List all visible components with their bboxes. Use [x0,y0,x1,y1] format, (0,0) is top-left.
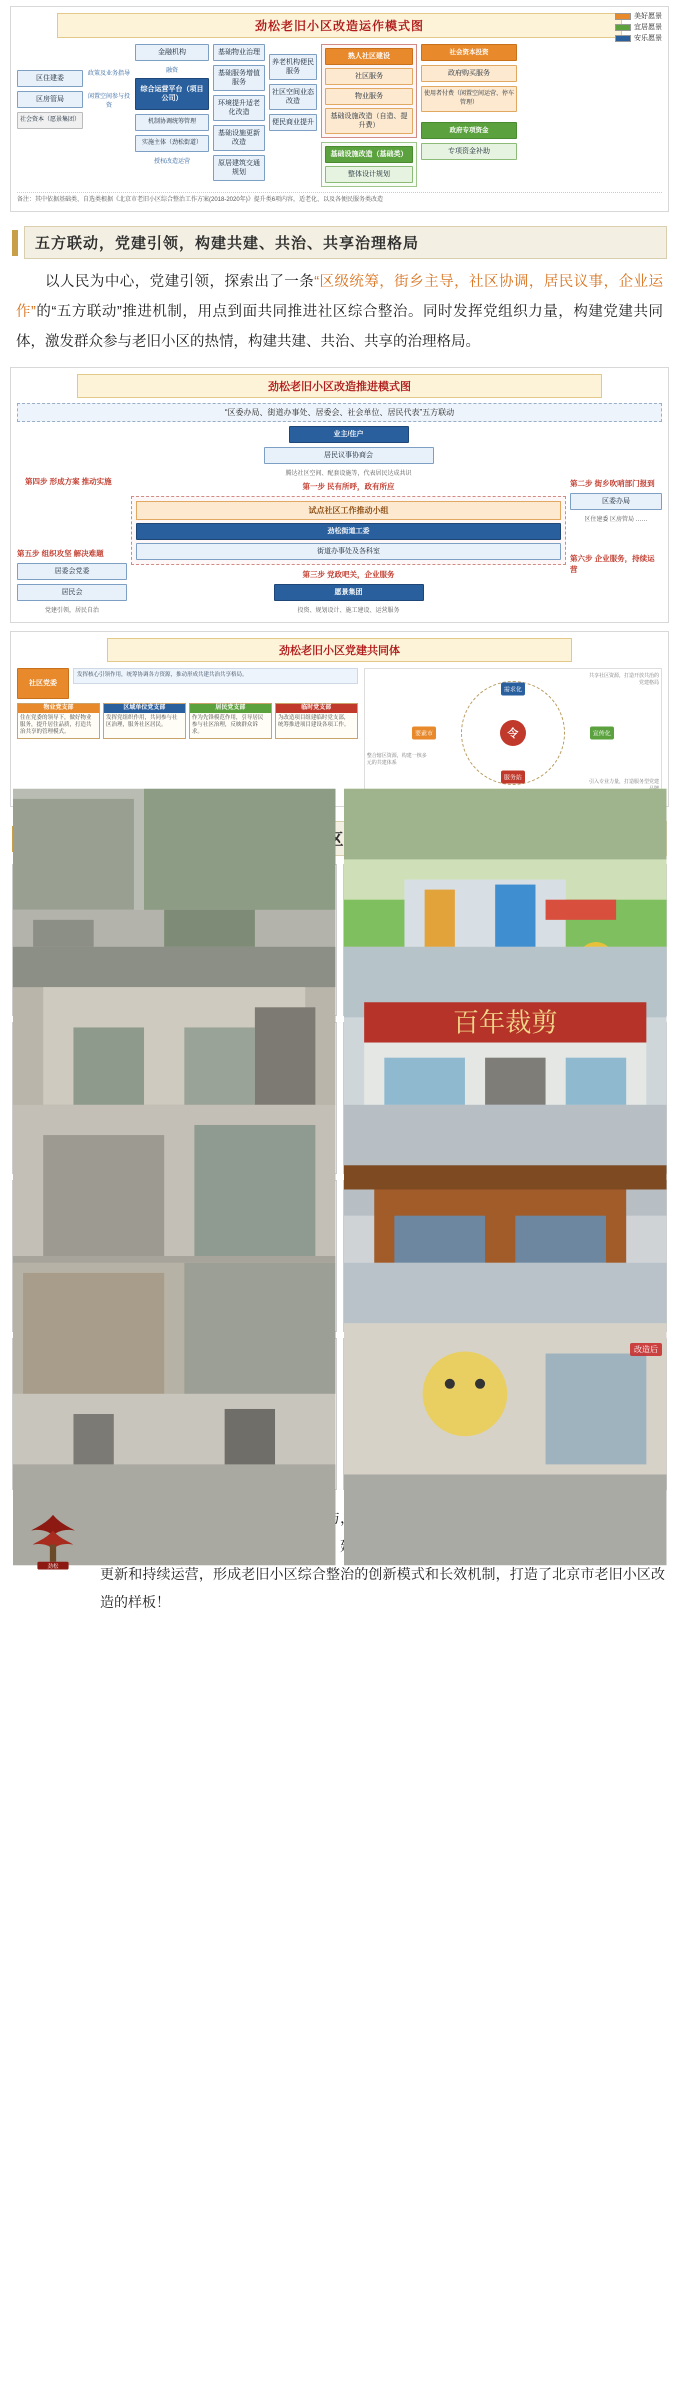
header-special-fund: 政府专项资金 [421,122,517,139]
legend-label: 美好愿景 [634,13,662,20]
box-special-subsidy: 专项资金补助 [421,143,517,160]
card-header: 区域单位党支部 [104,704,185,713]
box-elderly-service: 养老机构便民服务 [269,54,317,80]
card-text: 作为先锋模范作用，引导居民参与社区治理，反映群众诉求。 [191,715,264,735]
resident-meeting-desc: 腾达社区空间、配套设施等，代表居民达成共识 [285,471,412,477]
card-property-branch [17,703,100,739]
footer-text: 参与，创 ，建 更新和持续运营，形成老旧小区综合整治的创新模式和长效机制，打造了北京市老旧小区改造的样板！ [100,1510,665,1610]
circle-node-bottom: 服务站 [501,770,525,783]
legend-label: 宜居愿景 [634,24,662,31]
diagram3-left [17,668,358,798]
box-implementation-body: 实施主体（劲松街道） [135,135,209,152]
link-policy-guidance: 政策及业务指导 [87,71,130,77]
box-neighborhood-party: 居委会党委 [17,563,127,580]
link-idle-space-invest: 闲置空间参与投资 [87,94,130,109]
left-column-desc: 党建引领，居民自治 [44,608,99,614]
seal-label: 劲松 [47,1563,59,1570]
step-2-label: 第二步 街乡吹哨部门报到 [570,479,655,488]
banner-accent-bar [12,230,18,256]
diagram2-center-column [131,426,566,614]
box-owner-household: 业主/住户 [289,426,409,443]
diagram2-left-column [17,426,127,614]
body-paragraph [16,267,663,357]
diagram1-content-column [321,44,417,187]
box-property-service: 物业服务 [325,88,413,105]
circle-node-left: 要素市 [412,727,436,740]
card-resident-branch [189,703,272,739]
diagram1-links-column [87,44,131,109]
box-basic-property-governance: 基础物业治理 [213,44,265,61]
box-infra-basic: 基础设施改造（基础类） [325,146,413,163]
card-header: 物业党支部 [18,704,99,713]
box-district-depts: 区委办局 [570,493,662,510]
box-community-service: 社区服务 [325,68,413,85]
box-commercial-upgrade: 便民商业提升 [269,114,317,131]
photo-grid [12,864,667,1490]
card-text: 住在党委的领导下，做好物业服务，提升居住品质，打造共治共享的管理模式。 [20,715,92,735]
section-banner-five-party [12,226,667,259]
box-community-party-committee: 社区党委 [17,668,69,699]
box-vision-group: 愿景集团 [274,584,424,601]
photo-svg [13,1339,336,1489]
diagram3-right [364,668,662,798]
legend-swatch-blue [615,35,631,42]
circle-note-2: 整合辖区资源，构建一核多元的共建体系 [366,753,427,766]
step-5-label: 第五步 组织攻坚 解决难题 [17,549,104,558]
box-infra-improve: 基础设施改造（自造、提升费） [325,108,413,134]
seal-icon [14,1504,92,1582]
paragraph-highlight: “区级统筹，街乡主导，社区协调，居民议事，企业运作” [16,274,664,320]
right-column-desc: 区住建委 区房管局 …… [584,517,648,523]
box-overall-design: 整体设计规划 [325,166,413,183]
photo-tag: 改造后 [630,1343,662,1356]
box-street-party-committee: 劲松街道工委 [136,523,561,540]
photo-svg [344,1339,667,1489]
label-authorized-operation: 授权改造运营 [153,159,190,165]
diagram2-grid [17,426,662,614]
banner-title: 五方联动，党建引领，构建共建、共治、共享治理格局 [24,226,667,259]
legend-swatch-orange [615,13,631,20]
paragraph-part1: 以人民为中心，党建引领，探索出了一条 [45,274,315,290]
step-6-label: 第六步 企业服务，持续运营 [570,554,655,574]
paragraph-part2: 的“五方联动”推进机制，用点到面共同推进社区综合整治。同时发挥党组织力量，构建党建共同体，激发群众参与老旧小区的热情，构建共建、共治、共享的治理格局。 [16,304,663,350]
legend-item [615,33,662,44]
box-gov-purchase-service: 政府购买服务 [421,65,517,82]
card-header: 居民党支部 [190,704,271,713]
group-social-capital-items [321,44,417,138]
legend-label: 安乐愿景 [634,35,662,42]
company-service-desc: 投资、规划设计、施工建设、运营服务 [297,608,400,614]
box-workgroup-title: 试点社区工作推动小组 [136,501,561,520]
diagram2-title: 劲松老旧小区改造推进模式图 [77,374,602,398]
card-temporary-branch [275,703,358,739]
box-residents-committee: 居民会 [17,584,127,601]
label-financing: 融资 [165,68,178,74]
diagram1-facility-column [269,44,317,131]
box-user-pay: 使用者付费（闲置空间运营、停车管理） [421,86,517,112]
circle-note-3: 引入专业力量，打造服务型党建 [588,779,659,785]
box-street-office-depts: 街道办事处及各科室 [136,543,561,560]
diagram1-platform-column [135,44,209,165]
card-text: 为改造项目组建临时党支部，统筹推进项目建设各项工作。 [277,715,350,728]
community-party-desc: 发挥核心引领作用，统筹协调各方资源，推动形成共建共治共享格局。 [73,668,358,684]
diagram-operation-model [10,6,669,212]
diagram1-services-column [213,44,265,181]
photo-road-before [12,1338,337,1490]
diagram1-title: 劲松老旧小区改造运作模式图 [57,13,622,38]
diagram2-top-banner: “区委办局、街道办事处、居委会、社会单位、居民代表”五方联动 [17,403,662,422]
box-infrastructure-update: 基础设施更新改造 [213,125,265,151]
step-1-label: 第一步 民有所呼，政有所应 [302,482,395,491]
diagram-party-community [10,631,669,807]
page-root [0,6,679,1632]
diagram1-actors-column [17,44,83,129]
step-3-label: 第三步 党政吧关，企业服务 [302,570,395,579]
circle-node-right: 宣传化 [590,727,614,740]
box-social-capital: 社会资本（愿景集团） [17,112,83,129]
card-area-unit-branch [103,703,186,739]
legend-item [615,22,662,33]
legend-item [615,11,662,22]
step-4-label: 第四步 形成方案 推动实施 [25,477,112,486]
box-district-construction: 区住建委 [17,70,83,87]
box-aging-friendly: 环境提升适老化改造 [213,95,265,121]
box-operating-platform: 综合运营平台（项目公司） [135,78,209,110]
diagram1-note: 备注：其中依据基础类、自选类根据《北京市老旧小区综合整治工作方案(2018-2020年)》提升类6项内容，适老化、以及各便民服务类改造 [17,192,662,205]
diagram1-body [17,44,662,187]
box-resident-meeting: 居民议事协商会 [264,447,434,464]
box-community-space: 社区空间业态改造 [269,84,317,110]
diagram-promotion-model [10,367,669,623]
seal-container [14,1504,92,1582]
box-district-housing: 区房管局 [17,91,83,108]
group-government-items [321,142,417,187]
box-financial-institution: 金融机构 [135,44,209,61]
circle-center: 令 [500,720,526,746]
diagram2-right-column [570,426,662,614]
seal-box [14,1504,92,1582]
diagram3-title: 劲松老旧小区党建共同体 [107,638,572,662]
box-traffic-plan: 原居建筑交通规划 [213,155,265,181]
party-circle-diagram [365,669,661,797]
workgroup-panel [131,496,566,565]
card-text: 发挥党组织作用，共同参与社区治理，服务社区居民。 [105,715,178,728]
circle-node-top: 需求化 [501,683,525,696]
photo-mural-after [343,1338,668,1490]
box-value-added-service: 基础服务增值服务 [213,65,265,91]
legend-swatch-green [615,24,631,31]
svg-text:百年裁剪: 百年裁剪 [452,1007,558,1038]
diagram1-legend [615,11,662,44]
party-branch-cards [17,703,358,739]
diagram3-body [17,668,662,798]
diagram1-funding-column [421,44,517,160]
box-mechanism-coordination: 机制协调统筹管理 [135,114,209,131]
header-social-capital-investment: 社会资本投资 [421,44,517,61]
card-header: 临时党支部 [276,704,357,713]
circle-note-1: 共享社区资源，打造开放共治的党建格局 [588,673,659,686]
box-acquaintance-community: 熟人社区建设 [325,48,413,65]
